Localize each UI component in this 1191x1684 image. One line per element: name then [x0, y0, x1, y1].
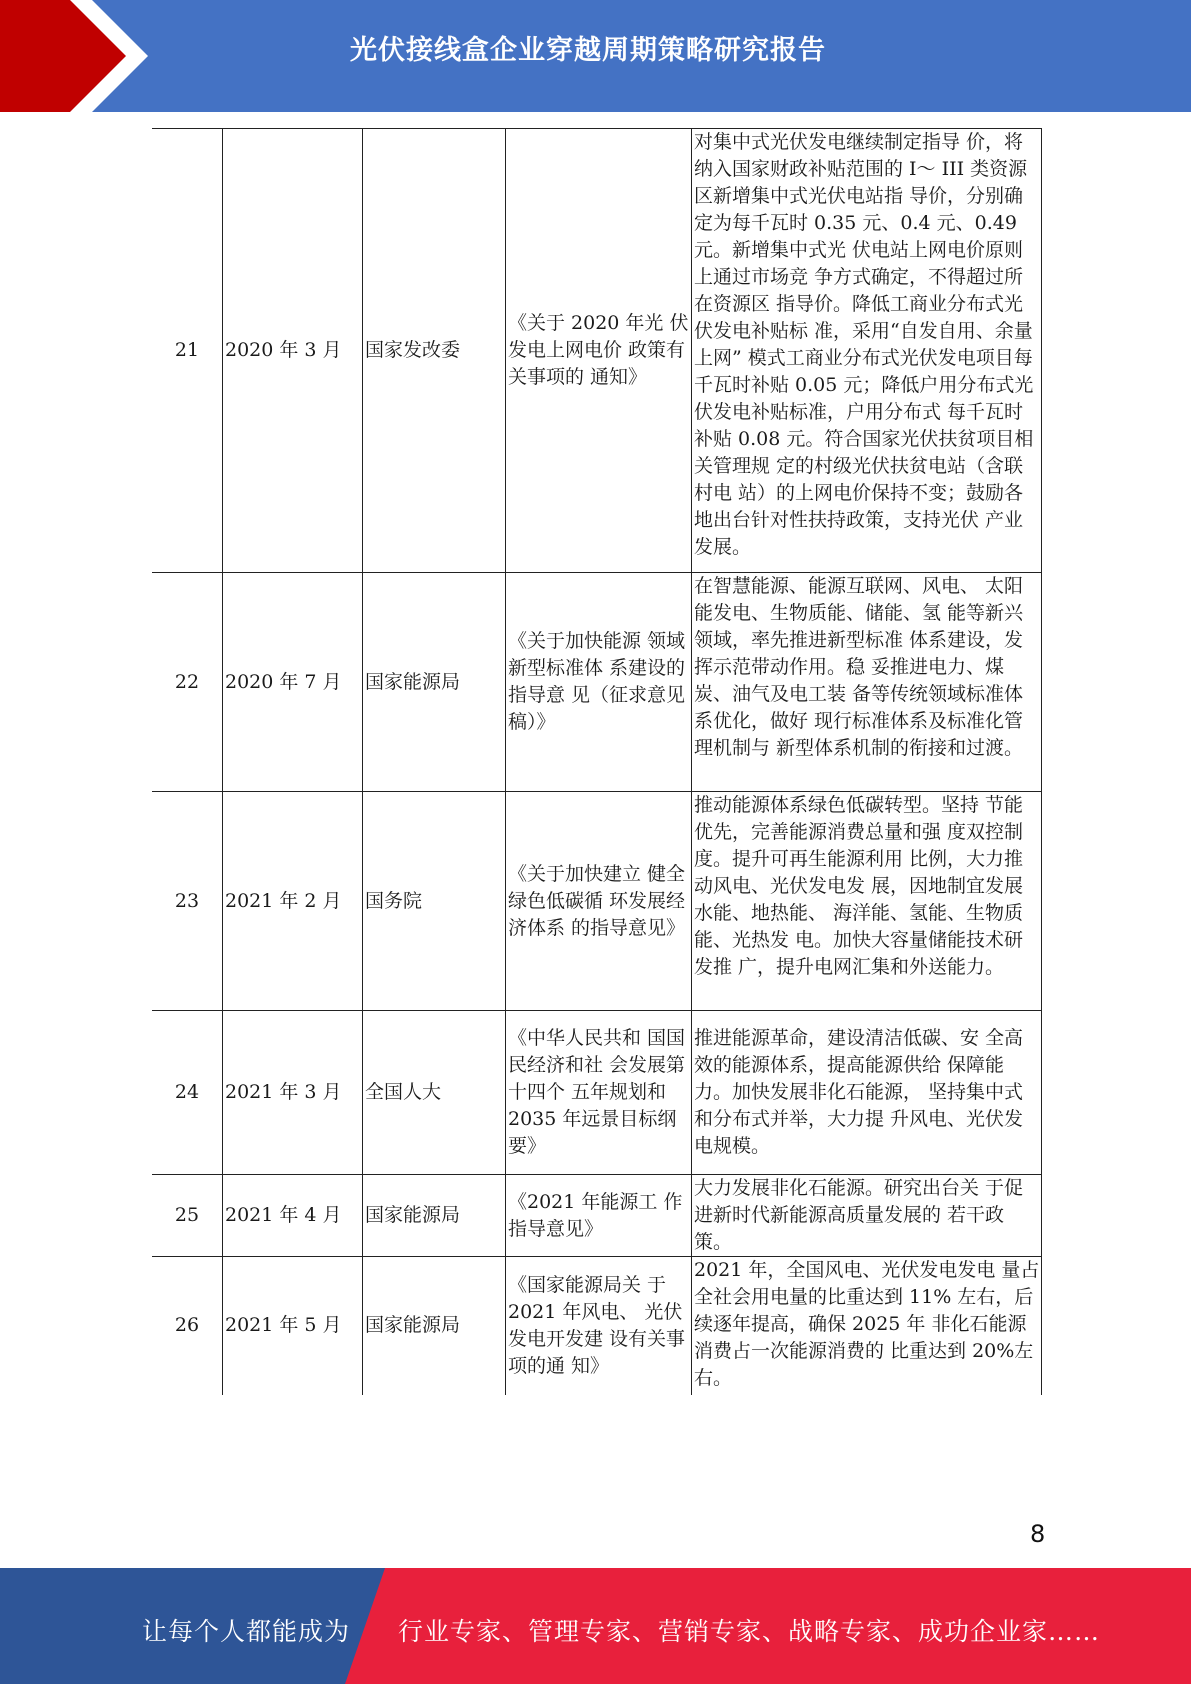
row-policy-content: 推进能源革命，建设清洁低碳、安 全高效的能源体系，提高能源供给 保障能力。加快发展非化石能源， 坚持集中式和分布式并举，大力提 升风电、光伏发电规模。 — [692, 1011, 1042, 1175]
table-row — [152, 792, 1042, 1011]
table-row — [152, 1011, 1042, 1175]
row-date: 2021 年 4 月 — [223, 1175, 363, 1257]
table-row — [152, 1175, 1042, 1257]
row-policy-title: 《关于 2020 年光 伏发电上网电价 政策有关事项的 通知》 — [506, 129, 692, 573]
footer-slogan-right: 行业专家、管理专家、营销专家、战略专家、成功企业家…… — [398, 1617, 1101, 1646]
row-number: 23 — [152, 792, 223, 1011]
row-number: 22 — [152, 573, 223, 792]
row-date: 2021 年 5 月 — [223, 1257, 363, 1395]
row-policy-title: 《关于加快能源 领域新型标准体 系建设的指导意 见（征求意见 稿）》 — [506, 573, 692, 792]
row-date: 2021 年 3 月 — [223, 1011, 363, 1175]
row-policy-content: 大力发展非化石能源。研究出台关 于促进新时代新能源高质量发展的 若干政策。 — [692, 1175, 1042, 1257]
row-policy-title: 《中华人民共和 国国民经济和社 会发展第十四个 五年规划和 2035 年远景目标纲 要》 — [506, 1011, 692, 1175]
report-title: 光伏接线盒企业穿越周期策略研究报告 — [350, 35, 826, 66]
page-number: 8 — [1030, 1520, 1046, 1548]
row-policy-title: 《2021 年能源工 作指导意见》 — [506, 1175, 692, 1257]
page-header — [0, 0, 1191, 112]
row-policy-content: 推动能源体系绿色低碳转型。坚持 节能优先，完善能源消费总量和强 度双控制度。提升可再生能源利用 比例，大力推动风电、光伏发电发 展，因地制宜发展水能、地热能、 海洋能、氢能、生物质能、光热发 电。加快大容量储能技术研发推 广，提升电网汇集和外送能力。 — [692, 792, 1042, 1011]
table-row — [152, 129, 1042, 573]
page-footer — [0, 1568, 1191, 1684]
row-policy-content: 2021 年，全国风电、光伏发电发电 量占全社会用电量的比重达到 11% 左右，后续逐年提高，确保 2025 年 非化石能源消费占一次能源消费的 比重达到 20%左右。 — [692, 1257, 1042, 1395]
row-date: 2020 年 3 月 — [223, 129, 363, 573]
footer-slogan-left: 让每个人都能成为 — [142, 1617, 351, 1646]
row-policy-content: 对集中式光伏发电继续制定指导 价，将纳入国家财政补贴范围的 I～ III 类资源区新增集中式光伏电站指 导价，分别确定为每千瓦时 0.35 元、0.4 元、0.49 元。新增集中式光 伏电站上网电价原则上通过市场竞 争方式确定，不得超过所在资源区 指导价。降低工商业分布式光伏发电补贴标 准，采用“自发自用、余量上网” 模式工商业分布式光伏发电项目每 千瓦时补贴 0.05 元；降低户用分布式光伏发电补贴标准，户用分布式 每千瓦时补贴 0.08 元。符合国家光伏扶贫项目相关管理规 定的村级光伏扶贫电站（含联村电 站）的上网电价保持不变；鼓励各 地出台针对性扶持政策，支持光伏 产业发展。 — [692, 129, 1042, 573]
row-department: 国家能源局 — [363, 1257, 506, 1395]
row-department: 全国人大 — [363, 1011, 506, 1175]
row-date: 2020 年 7 月 — [223, 573, 363, 792]
table-row — [152, 1257, 1042, 1395]
row-number: 26 — [152, 1257, 223, 1395]
policy-table — [152, 128, 1042, 1395]
row-policy-content: 在智慧能源、能源互联网、风电、 太阳能发电、生物质能、储能、氢 能等新兴领域，率先推进新型标准 体系建设，发挥示范带动作用。稳 妥推进电力、煤炭、油气及电工装 备等传统领域标准体系优化，做好 现行标准体系及标准化管理机制与 新型体系机制的衔接和过渡。 — [692, 573, 1042, 792]
row-date: 2021 年 2 月 — [223, 792, 363, 1011]
row-number: 24 — [152, 1011, 223, 1175]
table-row — [152, 573, 1042, 792]
row-department: 国家能源局 — [363, 573, 506, 792]
row-department: 国家能源局 — [363, 1175, 506, 1257]
row-number: 21 — [152, 129, 223, 573]
row-policy-title: 《关于加快建立 健全绿色低碳循 环发展经济体系 的指导意见》 — [506, 792, 692, 1011]
row-department: 国务院 — [363, 792, 506, 1011]
row-policy-title: 《国家能源局关 于 2021 年风电、 光伏发电开发建 设有关事项的通 知》 — [506, 1257, 692, 1395]
row-number: 25 — [152, 1175, 223, 1257]
row-department: 国家发改委 — [363, 129, 506, 573]
